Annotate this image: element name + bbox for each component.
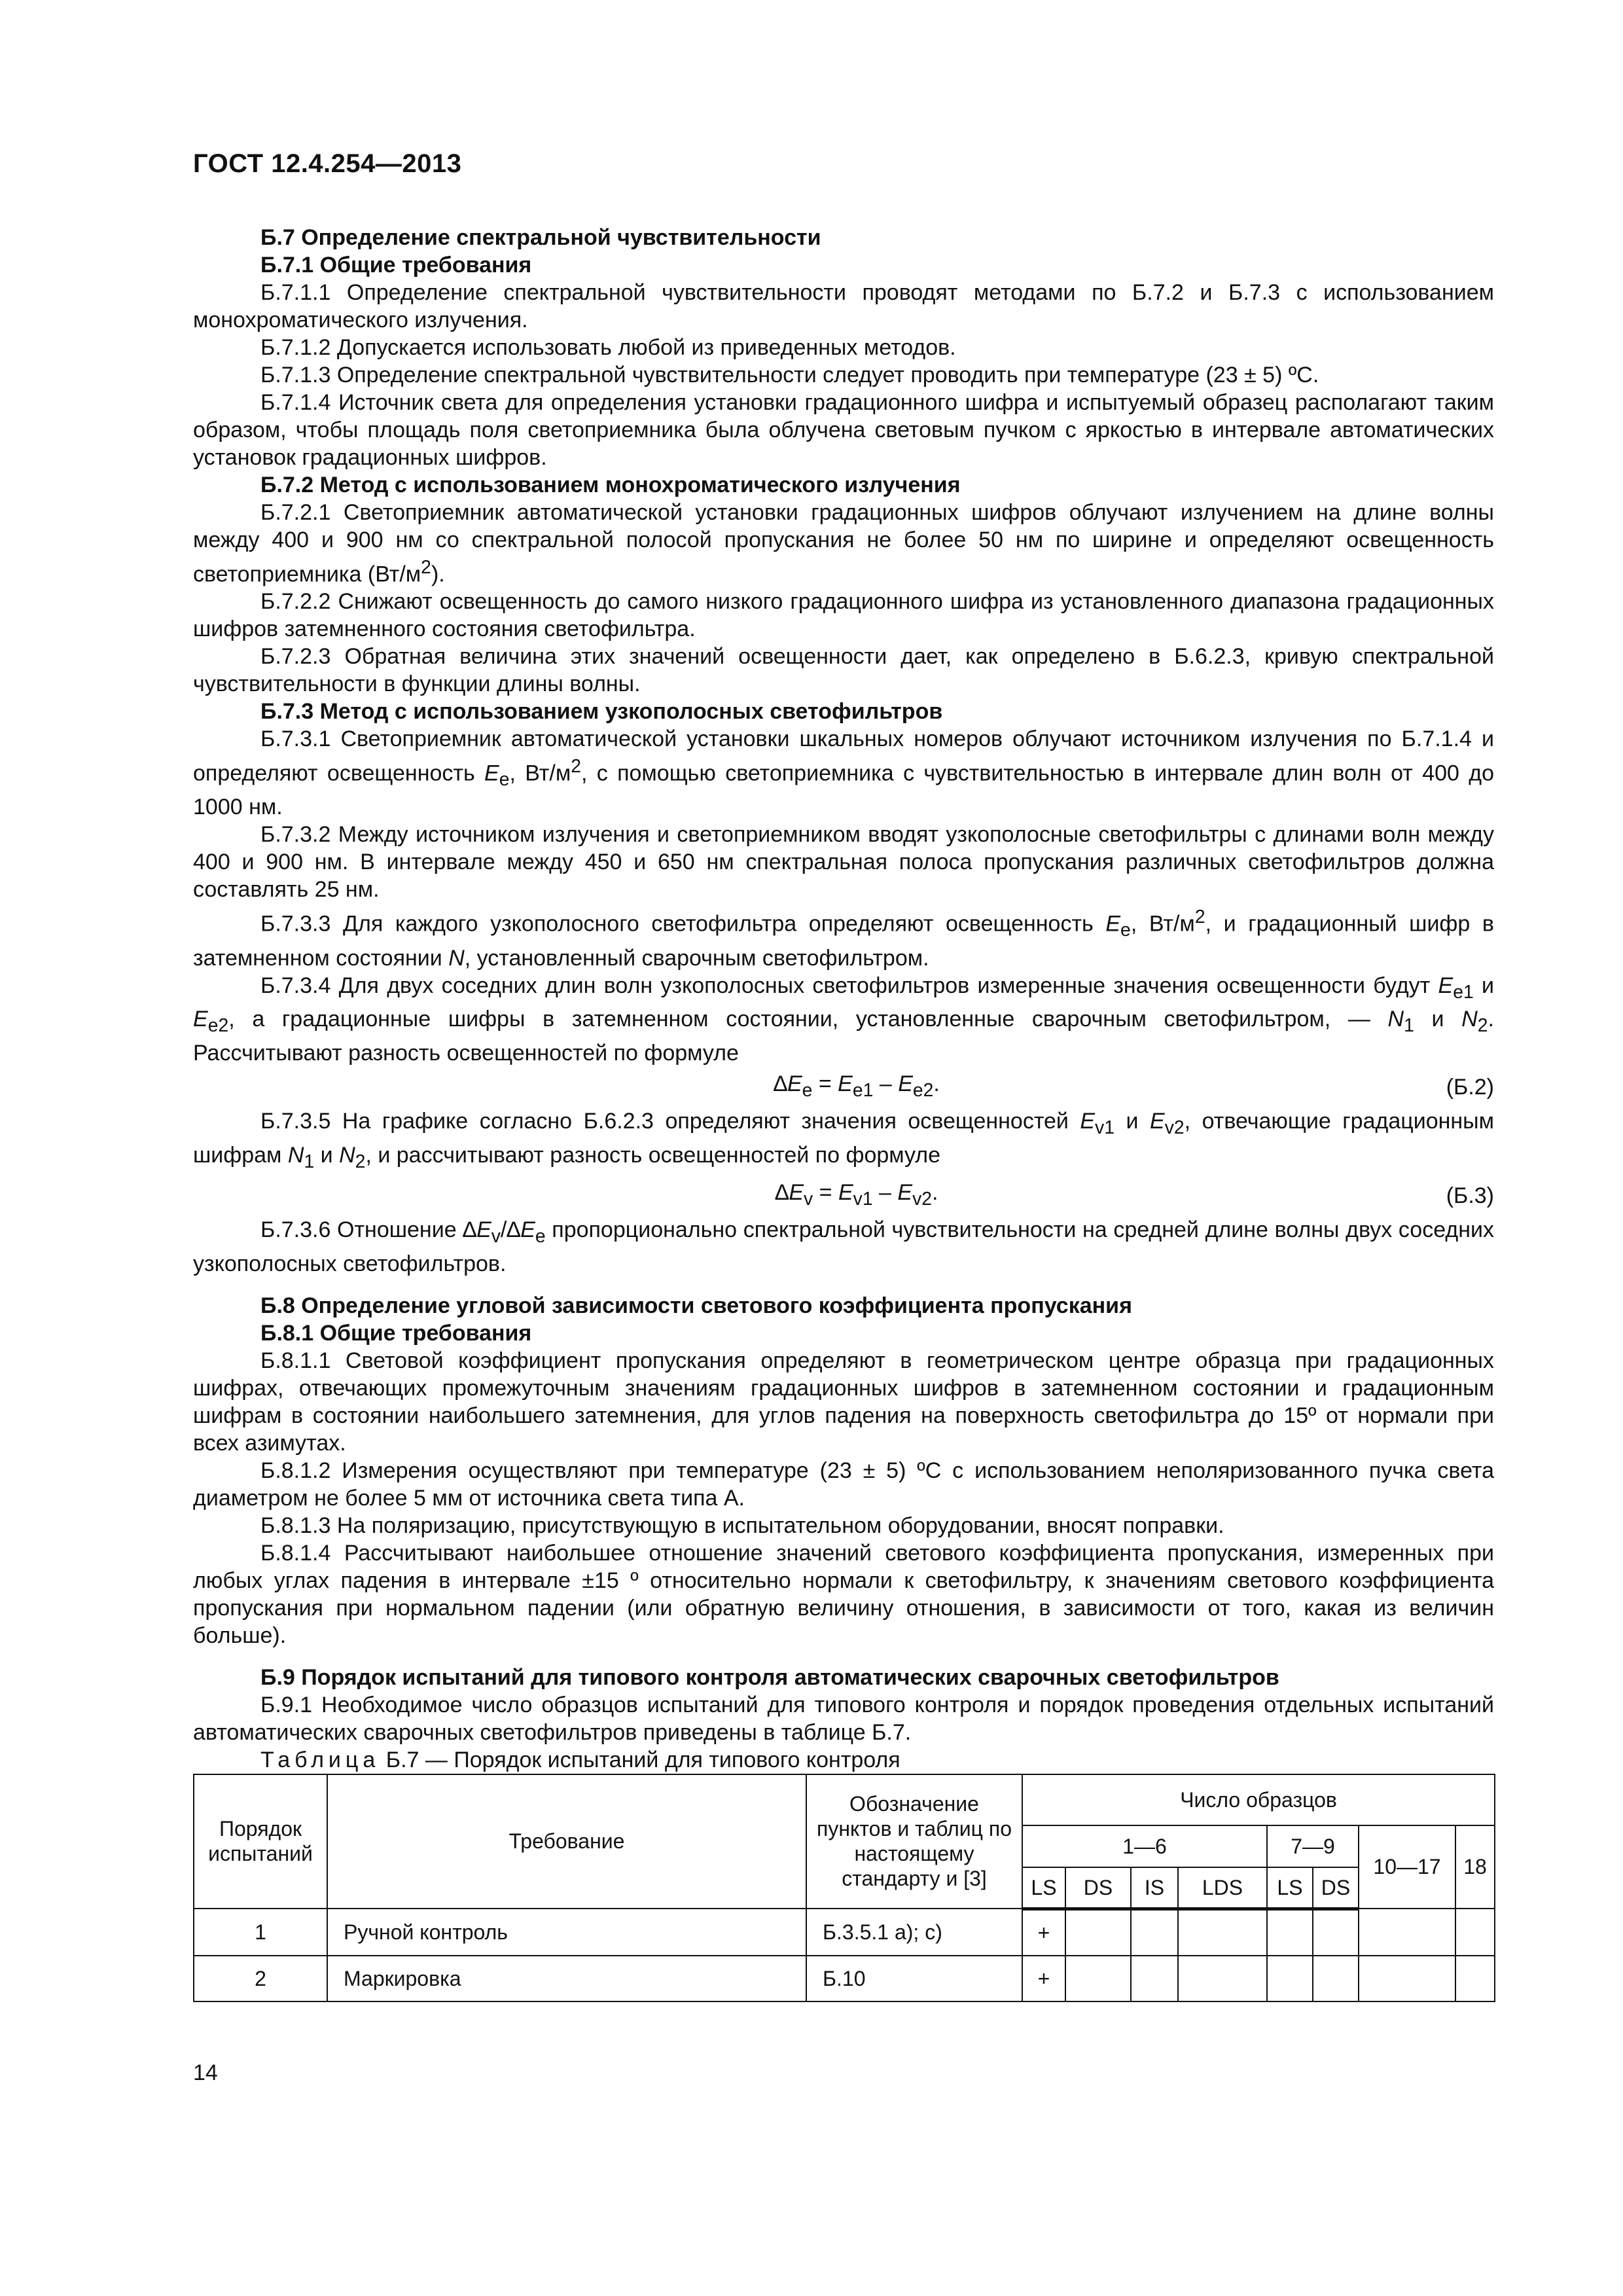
paragraph-b7223: Б.7.2.3 Обратная величина этих значений освещенности дает, как определено в Б.6.2.3, кривую спектральной чувствительности в функции длины волны. xyxy=(193,644,1494,697)
cell-empty xyxy=(1455,1909,1495,1956)
cell-empty xyxy=(1131,1909,1178,1956)
section-b7-title: Б.7 Определение спектральной чувствительности xyxy=(260,225,821,250)
section-b73-title: Б.7.3 Метод с использованием узкополосных светофильтров xyxy=(260,699,943,725)
cell-requirement: Ручной контроль xyxy=(327,1909,806,1956)
header-ls: LS xyxy=(1022,1867,1065,1909)
cell-empty xyxy=(1359,1909,1455,1956)
header-lds: LDS xyxy=(1178,1867,1267,1909)
paragraph-b8111: Б.8.1.1 Световой коэффициент пропускания определяют в геометрическом центре образца при градационных шифрах, отвечающих промежуточным значениям градационных шифров в затемненном состоянии и градационным шифрам в состоянии наибольшего затемнения, для углов падения на поверхность светофильтра до 15º от нормали при всех азимутах. xyxy=(193,1348,1494,1456)
cell-empty xyxy=(1131,1956,1178,2001)
paragraph-b7334: Б.7.3.4 Для двух соседних длин волн узкополосных светофильтров измеренные значения освещенности будут $E_{e1}$ и $E_{e2}$, а градационные шифры в затемненном состоянии, установленные сварочным светофильтром, — $N_1$ и $N_2$. Рассчитывают разность освещенностей по формуле xyxy=(193,973,1494,1066)
paragraph-b7222: Б.7.2.2 Снижают освещенность до самого низкого градационного шифра из установленного диапазона градационных шифров затемненного состояния светофильтра. xyxy=(193,589,1494,642)
cell-empty xyxy=(1313,1956,1359,2001)
page-number: 14 xyxy=(193,2060,218,2085)
cell-order: 1 xyxy=(194,1909,327,1956)
section-b8-title: Б.8 Определение угловой зависимости светового коэффициента пропускания xyxy=(260,1293,1132,1318)
paragraph-b7332: Б.7.3.2 Между источником излучения и светоприемником вводят узкополосные светофильтры с длинами волн между 400 и 900 нм. В интервале между 450 и 650 нм спектральная полоса пропускания различных светофильтров должна составлять 25 нм. xyxy=(193,822,1494,903)
section-b71-title: Б.7.1 Общие требования xyxy=(260,253,532,278)
cell-empty xyxy=(1065,1956,1131,2001)
cell-empty xyxy=(1359,1956,1455,2001)
header-ls-2: LS xyxy=(1267,1867,1313,1909)
formula-b2-expression: $\Delta E_e = E_{e1} - E_{e2}$. xyxy=(774,1071,940,1102)
cell-mark-ls: + xyxy=(1022,1956,1065,2001)
section-b9-title: Б.9 Порядок испытаний для типового контроля автоматических сварочных светофильтров xyxy=(260,1664,1279,1690)
cell-designation: Б.10 xyxy=(806,1956,1022,2001)
table-caption: Таблица Б.7 — Порядок испытаний для типового контроля xyxy=(260,1747,901,1772)
formula-b3 xyxy=(193,1175,1494,1216)
paragraph-b7114: Б.7.1.4 Источник света для определения установки градационного шифра и испытуемый образец располагают таким образом, чтобы площадь поля светоприемника была облучена световым пучком с яркостью в интервале автоматических установок градационных шифров. xyxy=(193,390,1494,470)
cell-empty xyxy=(1065,1909,1131,1956)
header-ds-2: DS xyxy=(1313,1867,1359,1909)
header-group-1-6: 1—6 xyxy=(1022,1825,1267,1867)
cell-empty xyxy=(1313,1909,1359,1956)
document-body xyxy=(193,224,1494,2002)
header-group-18: 18 xyxy=(1455,1825,1495,1909)
header-order: Порядок испытаний xyxy=(194,1774,327,1909)
table-row xyxy=(194,1956,1495,2001)
header-group-7-9: 7—9 xyxy=(1267,1825,1359,1867)
formula-b2 xyxy=(193,1067,1494,1107)
formula-b3-number: (Б.3) xyxy=(1446,1183,1494,1208)
paragraph-b91: Б.9.1 Необходимое число образцов испытаний для типового контроля и порядок проведения отдельных испытаний автоматических сварочных светофильтров приведены в таблице Б.7. xyxy=(193,1692,1494,1745)
header-group-10-17: 10—17 xyxy=(1359,1825,1455,1909)
section-b81-title: Б.8.1 Общие требования xyxy=(260,1320,532,1346)
header-requirement: Требование xyxy=(327,1774,806,1909)
paragraph-b8114: Б.8.1.4 Рассчитывают наибольшее отношение значений светового коэффициента пропускания, измеренных при любых углах падения в интервале ±15 º относительно нормали к светофильтру, к значениям светового коэффициента пропускания при нормальном падении (или обратную величину отношения, в зависимости от того, какая из величин больше). xyxy=(193,1540,1494,1648)
document-header: ГОСТ 12.4.254—2013 xyxy=(193,149,462,178)
paragraph-b7111: Б.7.1.1 Определение спектральной чувствительности проводят методами по Б.7.2 и Б.7.3 с использованием монохроматического излучения. xyxy=(193,280,1494,332)
paragraph-b7335: Б.7.3.5 На графике согласно Б.6.2.3 определяют значения освещенностей $E_{v1}$ и $E_{v2}$, отвечающие градационным шифрам $N_1$ и $N_2$, и рассчитывают разность освещенностей по формуле xyxy=(193,1109,1494,1172)
paragraph-b8112: Б.8.1.2 Измерения осуществляют при температуре (23 ± 5) ºС с использованием неполяризованного пучка света диаметром не более 5 мм от источника света типа А. xyxy=(193,1458,1494,1511)
cell-mark-ls: + xyxy=(1022,1909,1065,1956)
cell-empty xyxy=(1267,1956,1313,2001)
paragraph-b7336: Б.7.3.6 Отношение $\Delta E_v/\Delta E_e$ пропорционально спектральной чувствительности на средней длине волны двух соседних узкополосных светофильтров. xyxy=(193,1217,1494,1276)
formula-b2-number: (Б.2) xyxy=(1446,1075,1494,1100)
paragraph-b8113: Б.8.1.3 На поляризацию, присутствующую в испытательном оборудовании, вносят поправки. xyxy=(260,1513,1224,1538)
test-order-table xyxy=(193,1774,1495,2002)
table-row xyxy=(194,1909,1495,1956)
header-designation: Обозначение пунктов и таблиц по настоящему стандарту и [3] xyxy=(806,1774,1022,1909)
cell-requirement: Маркировка xyxy=(327,1956,806,2001)
header-is: IS xyxy=(1131,1867,1178,1909)
paragraph-b7221: Б.7.2.1 Светоприемник автоматической установки градационных шифров облучают излучением на длине волны между 400 и 900 нм со спектральной полосой пропускания не более 50 нм по ширине и определяют освещенность светоприемника $(Вт/м^2)$. xyxy=(193,500,1494,587)
paragraph-b7112: Б.7.1.2 Допускается использовать любой из приведенных методов. xyxy=(260,335,956,360)
header-samples: Число образцов xyxy=(1022,1774,1495,1825)
cell-empty xyxy=(1178,1956,1267,2001)
section-b72-title: Б.7.2 Метод с использованием монохроматического излучения xyxy=(260,473,961,497)
header-ds: DS xyxy=(1065,1867,1131,1909)
cell-designation: Б.3.5.1 а); с) xyxy=(806,1909,1022,1956)
paragraph-b7113: Б.7.1.3 Определение спектральной чувствительности следует проводить при температуре (23 ± 5) ºС. xyxy=(260,363,1319,387)
cell-order: 2 xyxy=(194,1956,327,2001)
cell-empty xyxy=(1455,1956,1495,2001)
cell-empty xyxy=(1178,1909,1267,1956)
cell-empty xyxy=(1267,1909,1313,1956)
paragraph-b7331: Б.7.3.1 Светоприемник автоматической установки шкальных номеров облучают источником излучения по Б.7.1.4 и определяют освещенность $E_e$, $Вт/м^2$, с помощью светоприемника с чувствительностью в интервале длин волн от 400 до 1000 нм. xyxy=(193,726,1495,820)
formula-b3-expression: $\Delta E_v = E_{v1} - E_{v2}$. xyxy=(775,1179,938,1210)
paragraph-b7333: Б.7.3.3 Для каждого узкополосного светофильтра определяют освещенность $E_e$, $Вт/м^2$, и градационный шифр в затемненном состоянии N, установленный сварочным светофильтром. xyxy=(193,906,1494,971)
